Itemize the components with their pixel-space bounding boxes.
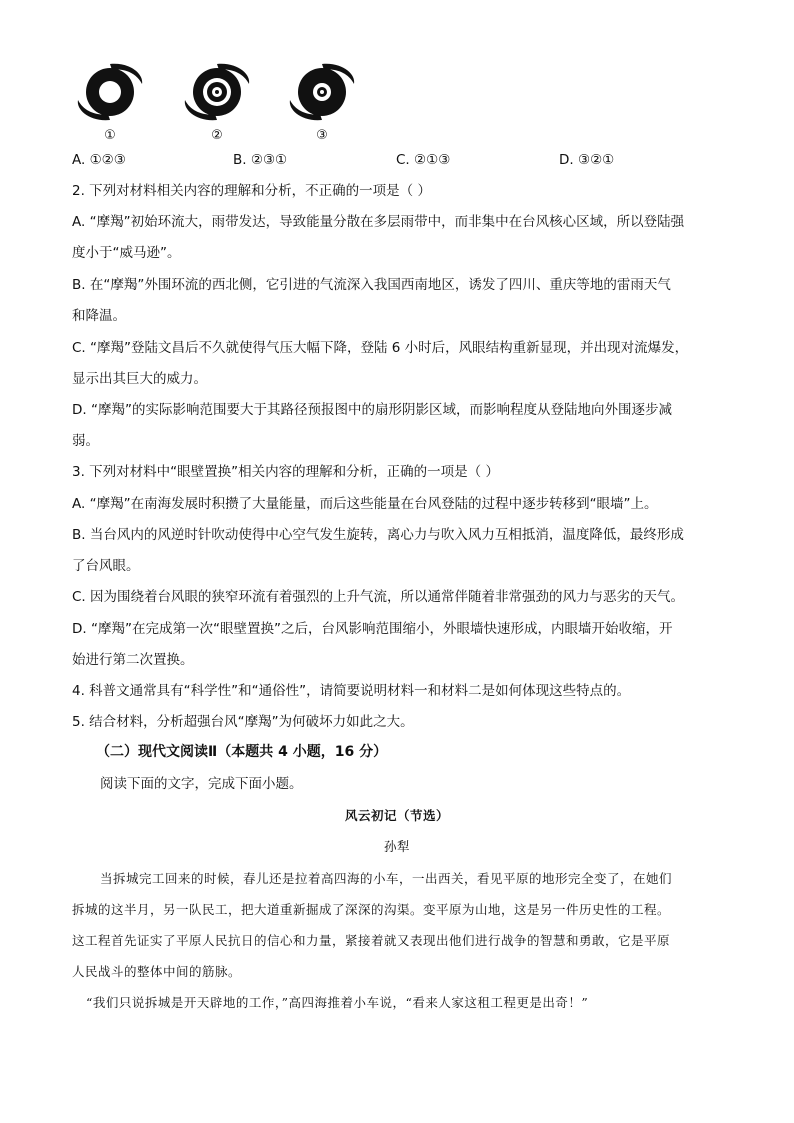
reading-instruction: 阅读下面的文字，完成下面小题。 [100,776,303,792]
q3-stem: 3. 下列对材料中“眼壁置换”相关内容的理解和分析，正确的一项是（ ） [72,464,499,480]
q2-option-d-line2: 弱。 [72,433,99,449]
story-author: 孙犁 [383,839,410,854]
q3-option-b-line2: 了台风眼。 [72,558,140,574]
story-paragraph-1-line2: 拆城的这半月，另一队民工，把大道重新掘成了深深的沟渠。变平原为山地，这是另一件历史性的工程。 [72,902,671,917]
q2-option-b-line1: B. 在“摩羯”外围环流的西北侧，它引进的气流深入我国西南地区，诱发了四川、重庆等地的雷雨天气 [72,277,671,293]
story-title: 风云初记（节选） [344,808,449,823]
q5-stem: 5. 结合材料，分析超强台风“摩羯”为何破坏力如此之大。 [72,714,414,730]
q4-stem: 4. 科普文通常具有“科学性”和“通俗性”，请简要说明材料一和材料二是如何体现这些特点的。 [72,683,631,699]
q2-option-b-line2: 和降温。 [72,308,126,324]
q2-option-a-line2: 度小于“威马逊”。 [72,245,181,261]
q2-option-c-line2: 显示出其巨大的威力。 [72,371,207,387]
story-paragraph-1-line4: 人民战斗的整体中间的筋脉。 [72,964,242,979]
typhoon-figure-2 [179,58,255,144]
q3-option-a: A. “摩羯”在南海发展时积攒了大量能量，而后这些能量在台风登陆的过程中逐步转移到“眼墙”上。 [72,496,658,512]
typhoon-icon-double-ring-eye [179,58,255,126]
story-paragraph-1-line1: 当拆城完工回来的时候，春儿还是拉着高四海的小车，一出西关，看见平原的地形完全变了，在她们 [100,871,673,886]
q1-option-a: A. ①②③ [72,152,126,168]
figure-label-2: ② [211,128,223,143]
typhoon-figure-3 [284,58,360,144]
q3-option-d-line1: D. “摩羯”在完成第一次“眼壁置换”之后，台风影响范围缩小，外眼墙快速形成，内眼墙开始收缩，开 [72,621,673,637]
figure-label-1: ① [104,128,116,143]
story-paragraph-2: “我们只说拆城是开天辟地的工作，”高四海推着小车说，“看来人家这租工程更是出奇！” [86,995,589,1010]
section-heading: （二）现代文阅读Ⅱ（本题共 4 小题，16 分） [96,744,388,760]
q3-option-d-line2: 始进行第二次置换。 [72,652,194,668]
q1-option-d: D. ③②① [559,152,615,168]
typhoon-icon-large-eye [72,58,148,126]
story-paragraph-1-line3: 这工程首先证实了平原人民抗日的信心和力量，紧接着就又表现出他们进行战争的智慧和勇敢，它是平原 [72,933,671,948]
q2-option-d-line1: D. “摩羯”的实际影响范围要大于其路径预报图中的扇形阴影区域，而影响程度从登陆地向外围逐步减 [72,402,672,418]
q2-option-c-line1: C. “摩羯”登陆文昌后不久就使得气压大幅下降，登陆 6 小时后，风眼结构重新显现，并出现对流爆发， [72,340,689,356]
q1-option-c: C. ②①③ [396,152,451,168]
q3-option-c: C. 因为围绕着台风眼的狭窄环流有着强烈的上升气流，所以通常伴随着非常强劲的风力与恶劣的天气。 [72,589,685,605]
q2-stem: 2. 下列对材料相关内容的理解和分析，不正确的一项是（ ） [72,183,431,199]
typhoon-figures [72,58,372,148]
typhoon-icon-small-ring-eye [284,58,360,126]
q1-option-b: B. ②③① [233,152,288,168]
q3-option-b-line1: B. 当台风内的风逆时针吹动使得中心空气发生旋转，离心力与吹入风力互相抵消，温度降低，最终形成 [72,527,684,543]
figure-label-3: ③ [316,128,328,143]
typhoon-figure-1 [72,58,148,144]
q2-option-a-line1: A. “摩羯”初始环流大，雨带发达，导致能量分散在多层雨带中，而非集中在台风核心区域，所以登陆强 [72,214,685,230]
